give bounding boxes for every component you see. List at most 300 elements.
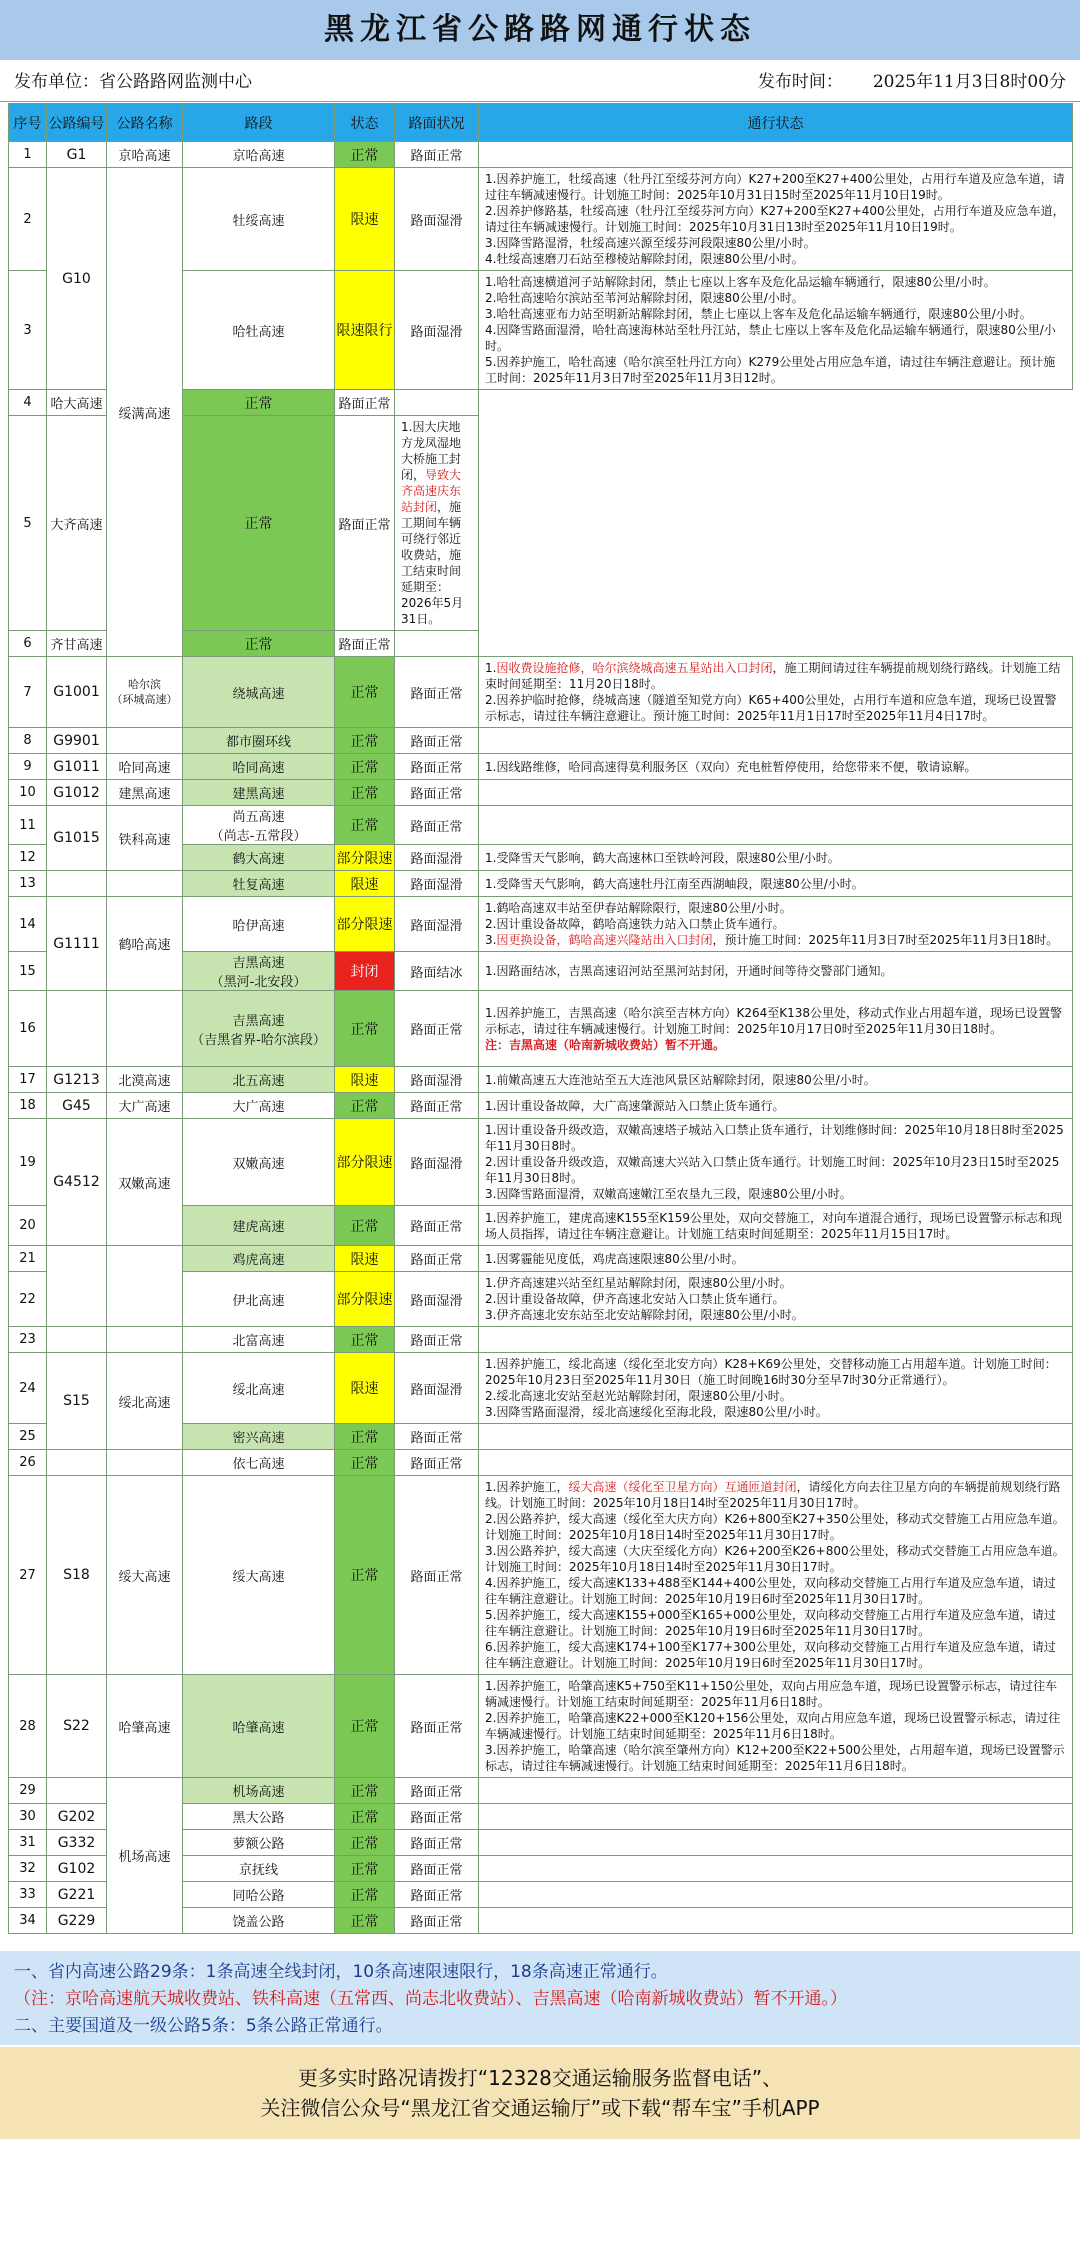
detail-line (485, 1479, 1066, 1511)
road-condition: 路面正常 (395, 806, 479, 845)
road-segment: 大齐高速 (47, 416, 107, 631)
traffic-detail (479, 1327, 1073, 1353)
detail-text: ，施工期间请过往车辆提前规划绕行路线。计划施工结束时间延期至：11月20日18时。 (485, 661, 1061, 691)
row-number: 26 (9, 1450, 47, 1476)
highway-name: 绥满高速 (107, 168, 183, 657)
road-segment: 哈伊高速 (183, 897, 335, 952)
detail-line: 1.因养护施工，建虎高速K155至K159公里处，双向交替施工，对向车道混合通行，现场已设置警示标志和现场人员指挥，请过往车辆注意避让。计划施工结束时间延期至：2025年11月15日17时。 (485, 1210, 1062, 1241)
status-badge: 限速 (335, 1067, 395, 1093)
status-badge: 正常 (335, 754, 395, 780)
detail-text: ，施工期间车辆可绕行邻近收费站，施工结束时间延期至：2026年5月31日。 (401, 500, 464, 626)
highway-name (107, 871, 183, 897)
detail-text: ，预计施工时间：2025年11月3日7时至2025年11月3日18时。 (712, 933, 1059, 947)
road-segment: 机场高速 (183, 1778, 335, 1804)
row-number: 11 (9, 806, 47, 845)
detail-line: 2.因养护修路基，牡绥高速（牡丹江至绥芬河方向）K27+200至K27+400公里处，占用行车道及应急车道，请过往车辆减速慢行。计划施工时间：2025年10月31日13时至2025年11月10日19时。 (485, 204, 1065, 234)
status-badge: 限速 (335, 168, 395, 271)
highway-name (107, 1327, 183, 1353)
road-segment: 哈同高速 (183, 754, 335, 780)
row-number: 6 (9, 631, 47, 657)
detail-line: 1.因养护施工，绥北高速（绥化至北安方向）K28+K69公里处，交替移动施工占用超车道。计划施工时间：2025年10月23日至2025年11月30日（施工时间晚16时30分至早7时30分正常通行）。 (485, 1357, 1057, 1387)
status-badge: 正常 (335, 657, 395, 728)
detail-line (401, 419, 472, 627)
page-title: 黑龙江省公路路网通行状态 (0, 0, 1080, 60)
row-number: 8 (9, 728, 47, 754)
detail-text: ，请绥化方向去往卫星方向的车辆提前规划绕行路线。计划施工时间：2025年10月18日14时至2025年11月30日17时。 (485, 1480, 1061, 1510)
table-row (9, 168, 1073, 271)
highway-code: G202 (47, 1804, 107, 1830)
road-segment: 伊北高速 (183, 1272, 335, 1327)
road-condition: 路面湿滑 (395, 897, 479, 952)
publish-bar (0, 62, 1080, 102)
detail-highlight: 导致大齐高速庆东站封闭 (401, 468, 462, 514)
detail-line: 2.哈牡高速哈尔滨站至苇河站解除封闭，限速80公里/小时。 (485, 291, 804, 305)
row-number: 32 (9, 1856, 47, 1882)
summary-box (0, 1951, 1080, 2045)
table-header (9, 104, 1073, 142)
highway-code (47, 1246, 107, 1327)
traffic-detail (479, 1476, 1073, 1675)
road-condition: 路面正常 (395, 1804, 479, 1830)
row-number: 1 (9, 142, 47, 168)
detail-line: 1.因计重设备升级改造，双嫩高速塔子城站入口禁止货车通行，计划维修时间：2025年10月18日8时至2025年11月30日8时。 (485, 1123, 1064, 1153)
status-badge: 限速 (335, 871, 395, 897)
highway-code: G1001 (47, 657, 107, 728)
road-segment: 都市圈环线 (183, 728, 335, 754)
table-row (9, 780, 1073, 806)
traffic-detail (479, 1246, 1073, 1272)
traffic-detail (479, 952, 1073, 991)
road-condition: 路面正常 (395, 1246, 479, 1272)
detail-highlight: 注：吉黑高速（哈南新城收费站）暂不开通。 (485, 1037, 726, 1052)
row-number: 4 (9, 390, 47, 416)
row-number: 21 (9, 1246, 47, 1272)
highway-code: G229 (47, 1908, 107, 1934)
road-segment: 鸡虎高速 (183, 1246, 335, 1272)
detail-line: 1.因雾霾能见度低，鸡虎高速限速80公里/小时。 (485, 1251, 744, 1266)
status-badge: 正常 (335, 142, 395, 168)
detail-line: 1.伊齐高速建兴站至红星站解除封闭，限速80公里/小时。 (485, 1276, 792, 1290)
status-badge: 正常 (335, 1804, 395, 1830)
traffic-detail (479, 991, 1073, 1067)
highway-name (107, 991, 183, 1067)
highway-code: G1012 (47, 780, 107, 806)
detail-line: 1.因线路维修，哈同高速得莫利服务区（双向）充电桩暂停使用，给您带来不便，敬请谅解。 (485, 759, 977, 774)
highway-name: 哈同高速 (107, 754, 183, 780)
traffic-detail (479, 871, 1073, 897)
status-table (8, 103, 1073, 1934)
traffic-detail (479, 1272, 1073, 1327)
status-badge: 正常 (335, 1424, 395, 1450)
highway-name: 绥北高速 (107, 1353, 183, 1450)
detail-line: 2.因计重设备故障，鹤哈高速铁力站入口禁止货车通行。 (485, 917, 785, 931)
table-row (9, 1675, 1073, 1778)
status-badge: 正常 (335, 1327, 395, 1353)
table-row (9, 142, 1073, 168)
detail-line: 3.哈牡高速亚布力站至明新站解除封闭，禁止七座以上客车及危化品运输车辆通行，限速80公里/小时。 (485, 307, 1032, 321)
detail-line: 4.因养护施工，绥大高速K133+488至K144+400公里处，双向移动交替施工占用行车道及应急车道，请过往车辆注意避让。计划施工时间：2025年10月19日6时至2025年11月30日17时。 (485, 1576, 1056, 1606)
traffic-detail (479, 1093, 1073, 1119)
detail-line (485, 1037, 1066, 1053)
road-condition: 路面正常 (395, 1675, 479, 1778)
traffic-detail (479, 806, 1073, 845)
traffic-detail (395, 390, 479, 416)
road-condition: 路面正常 (395, 1830, 479, 1856)
road-condition: 路面湿滑 (395, 845, 479, 871)
table-body (9, 142, 1073, 1934)
detail-line: 3.因养护施工，哈肇高速（哈尔滨至肇州方向）K12+200至K22+500公里处，占用超车道，现场已设置警示标志，请过往车辆减速慢行。计划施工结束时间延期至：2025年11月6日18时。 (485, 1743, 1065, 1773)
detail-line: 2.因养护施工，哈肇高速K22+000至K120+156公里处，双向占用应急车道，现场已设置警示标志，请过往车辆减速慢行。计划施工结束时间延期至：2025年11月6日18时。 (485, 1711, 1061, 1741)
highway-name: 大广高速 (107, 1093, 183, 1119)
road-segment: 绥北高速 (183, 1353, 335, 1424)
highway-name: 建黑高速 (107, 780, 183, 806)
traffic-detail (479, 1804, 1073, 1830)
road-segment: 北五高速 (183, 1067, 335, 1093)
table-row (9, 1450, 1073, 1476)
detail-line: 1.因养护施工，吉黑高速（哈尔滨至吉林方向）K264至K138公里处，移动式作业占用超车道，现场已设置警示标志，请过往车辆减速慢行。计划施工时间：2025年10月17日0时至2025年11月30日18时。 (485, 1005, 1062, 1036)
detail-text: 1.因养护施工， (485, 1480, 569, 1494)
traffic-detail (479, 657, 1073, 728)
highway-code (47, 1450, 107, 1476)
publish-time-value: 2025年11月3日8时00分 (872, 72, 1066, 92)
traffic-detail (479, 1119, 1073, 1206)
row-number: 3 (9, 271, 47, 390)
road-segment: 齐甘高速 (47, 631, 107, 657)
detail-line: 1.受降雪天气影响，鹤大高速牡丹江南至西湖岫段，限速80公里/小时。 (485, 876, 864, 891)
road-segment: 大广高速 (183, 1093, 335, 1119)
table-row (9, 1067, 1073, 1093)
road-segment: 北富高速 (183, 1327, 335, 1353)
traffic-detail (479, 1067, 1073, 1093)
road-condition: 路面湿滑 (395, 1272, 479, 1327)
table-row (9, 991, 1073, 1067)
road-segment: 建虎高速 (183, 1206, 335, 1246)
row-number: 25 (9, 1424, 47, 1450)
detail-line (485, 660, 1066, 692)
table-row (9, 897, 1073, 952)
road-condition: 路面正常 (335, 416, 395, 631)
highway-code: G221 (47, 1882, 107, 1908)
footer-line-2: 关注微信公众号“黑龙江省交通运输厅”或下载“帮车宝”手机APP (260, 2096, 820, 2120)
highway-code (47, 1327, 107, 1353)
highway-code: G102 (47, 1856, 107, 1882)
row-number: 12 (9, 845, 47, 871)
detail-line: 2.因计重设备升级改造，双嫩高速大兴站入口禁止货车通行。计划施工时间：2025年10月23日15时至2025年11月30日8时。 (485, 1155, 1060, 1185)
status-badge: 限速限行 (335, 271, 395, 390)
row-number: 20 (9, 1206, 47, 1246)
status-badge: 正常 (335, 1476, 395, 1675)
highway-code: G332 (47, 1830, 107, 1856)
row-number: 10 (9, 780, 47, 806)
detail-text: 1. (485, 661, 497, 675)
highway-code: G45 (47, 1093, 107, 1119)
row-number: 18 (9, 1093, 47, 1119)
highway-code: G9901 (47, 728, 107, 754)
highway-code: G4512 (47, 1119, 107, 1246)
road-segment: 哈大高速 (47, 390, 107, 416)
status-badge: 正常 (335, 1882, 395, 1908)
status-badge: 部分限速 (335, 845, 395, 871)
status-badge: 正常 (335, 1675, 395, 1778)
highway-code: G1015 (47, 806, 107, 871)
column-header: 公路编号 (47, 104, 107, 142)
detail-line: 1.因养护施工，哈肇高速K5+750至K11+150公里处，双向占用应急车道，现场已设置警示标志，请过往车辆减速慢行。计划施工结束时间延期至：2025年11月6日18时。 (485, 1679, 1058, 1709)
row-number: 30 (9, 1804, 47, 1830)
traffic-detail (479, 271, 1073, 390)
table-row (9, 1093, 1073, 1119)
table-row (9, 871, 1073, 897)
row-number: 23 (9, 1327, 47, 1353)
detail-line (485, 932, 1066, 948)
column-header: 公路名称 (107, 104, 183, 142)
road-segment: 吉黑高速 （吉黑省界-哈尔滨段） (183, 991, 335, 1067)
highway-code: G1 (47, 142, 107, 168)
road-condition: 路面正常 (395, 1882, 479, 1908)
road-condition: 路面湿滑 (395, 168, 479, 271)
table-row (9, 1327, 1073, 1353)
row-number: 13 (9, 871, 47, 897)
row-number: 2 (9, 168, 47, 271)
road-condition: 路面湿滑 (395, 271, 479, 390)
table-row (9, 1353, 1073, 1424)
road-segment: 哈肇高速 (183, 1675, 335, 1778)
highway-name: 哈尔滨 （环城高速） (107, 657, 183, 728)
row-number: 27 (9, 1476, 47, 1675)
highway-code: G1111 (47, 897, 107, 991)
road-segment: 京哈高速 (183, 142, 335, 168)
table-row (9, 1778, 1073, 1804)
row-number: 15 (9, 952, 47, 991)
traffic-detail (479, 1830, 1073, 1856)
road-condition: 路面结冰 (395, 952, 479, 991)
table-row (9, 1246, 1073, 1272)
detail-text: 3. (485, 933, 497, 947)
row-number: 22 (9, 1272, 47, 1327)
highway-code: S15 (47, 1353, 107, 1450)
table-row (9, 806, 1073, 845)
road-condition: 路面正常 (395, 1424, 479, 1450)
road-segment: 哈牡高速 (183, 271, 335, 390)
publish-time (758, 62, 1066, 102)
highway-code: S22 (47, 1675, 107, 1778)
traffic-detail (395, 631, 479, 657)
traffic-detail (479, 1206, 1073, 1246)
detail-line: 1.因养护施工，牡绥高速（牡丹江至绥芬河方向）K27+200至K27+400公里处，占用行车道及应急车道，请过往车辆减速慢行。计划施工时间：2025年10月31日15时至2025年11月10日19时。 (485, 172, 1065, 202)
detail-line: 1.哈牡高速横道河子站解除封闭，禁止七座以上客车及危化品运输车辆通行，限速80公里/小时。 (485, 275, 996, 289)
road-condition: 路面正常 (395, 1206, 479, 1246)
status-badge: 正常 (335, 1206, 395, 1246)
highway-name (107, 1246, 183, 1327)
detail-line: 2.因养护临时抢修，绕城高速（隧道至知党方向）K65+400公里处，占用行车道和应急车道，现场已设置警示标志，请过往车辆注意避让。预计施工时间：2025年11月1日17时至2025年11月4日17时。 (485, 693, 1057, 723)
traffic-detail (479, 142, 1073, 168)
publish-time-label: 发布时间： (757, 72, 843, 92)
highway-name: 铁科高速 (107, 806, 183, 871)
traffic-detail (479, 1882, 1073, 1908)
status-badge: 部分限速 (335, 1119, 395, 1206)
status-badge: 正常 (183, 631, 335, 657)
row-number: 9 (9, 754, 47, 780)
traffic-detail (479, 168, 1073, 271)
status-badge: 正常 (183, 416, 335, 631)
status-badge: 限速 (335, 1353, 395, 1424)
road-condition: 路面正常 (395, 991, 479, 1067)
traffic-detail (479, 1778, 1073, 1804)
highway-name (107, 728, 183, 754)
column-header: 通行状态 (479, 104, 1073, 142)
status-badge: 正常 (183, 390, 335, 416)
footer-line-1: 更多实时路况请拨打“12328交通运输服务监督电话”、 (297, 2066, 783, 2090)
detail-line: 2.因计重设备故障，伊齐高速北安站入口禁止货车通行。 (485, 1292, 785, 1306)
column-header: 路段 (183, 104, 335, 142)
road-segment: 依七高速 (183, 1450, 335, 1476)
highway-name: 哈肇高速 (107, 1675, 183, 1778)
road-condition: 路面正常 (395, 780, 479, 806)
road-condition: 路面正常 (395, 1450, 479, 1476)
road-condition: 路面正常 (335, 390, 395, 416)
row-number: 14 (9, 897, 47, 952)
road-condition: 路面正常 (395, 1908, 479, 1934)
status-badge: 正常 (335, 780, 395, 806)
status-badge: 正常 (335, 1450, 395, 1476)
row-number: 24 (9, 1353, 47, 1424)
detail-line: 3.因降雪路面湿滑，绥北高速绥化至海北段，限速80公里/小时。 (485, 1405, 828, 1419)
road-condition: 路面湿滑 (395, 1067, 479, 1093)
detail-line: 2.因公路养护，绥大高速（绥化至大庆方向）K26+800至K27+350公里处，移动式交替施工占用应急车道。计划施工时间：2025年10月18日14时至2025年11月30日17时。 (485, 1512, 1065, 1542)
detail-line: 3.伊齐高速北安东站至北安站解除封闭，限速80公里/小时。 (485, 1308, 804, 1322)
highway-name (107, 1450, 183, 1476)
road-condition: 路面湿滑 (395, 1119, 479, 1206)
status-badge: 正常 (335, 1856, 395, 1882)
table-row (9, 754, 1073, 780)
road-condition: 路面正常 (395, 1856, 479, 1882)
road-condition: 路面正常 (395, 754, 479, 780)
highway-code (47, 991, 107, 1067)
detail-line: 4.牡绥高速磨刀石站至穆棱站解除封闭，限速80公里/小时。 (485, 252, 804, 266)
road-segment: 绕城高速 (183, 657, 335, 728)
road-segment: 双嫩高速 (183, 1119, 335, 1206)
row-number: 28 (9, 1675, 47, 1778)
bottom-blank (0, 2139, 1080, 2249)
row-number: 19 (9, 1119, 47, 1206)
highway-name: 绥大高速 (107, 1476, 183, 1675)
status-badge: 正常 (335, 991, 395, 1067)
road-condition: 路面正常 (395, 1778, 479, 1804)
status-badge: 正常 (335, 806, 395, 845)
traffic-detail (479, 1675, 1073, 1778)
detail-line: 6.因养护施工，绥大高速K174+100至K177+300公里处，双向移动交替施工占用行车道及应急车道，请过往车辆注意避让。计划施工时间：2025年10月19日6时至2025年11月30日17时。 (485, 1640, 1056, 1670)
table-row (9, 1119, 1073, 1206)
highway-code: G1213 (47, 1067, 107, 1093)
traffic-detail (479, 897, 1073, 952)
road-segment: 绥大高速 (183, 1476, 335, 1675)
detail-line: 2.绥北高速北安站至赵光站解除封闭，限速80公里/小时。 (485, 1389, 792, 1403)
status-badge: 正常 (335, 1830, 395, 1856)
highway-code: S18 (47, 1476, 107, 1675)
detail-highlight: 因更换设备，鹤哈高速兴隆站出入口封闭 (496, 933, 713, 947)
road-segment: 京抚线 (183, 1856, 335, 1882)
traffic-detail (479, 780, 1073, 806)
road-segment: 牡复高速 (183, 871, 335, 897)
footer-contact (0, 2047, 1080, 2139)
traffic-detail (479, 1450, 1073, 1476)
highway-name: 北漠高速 (107, 1067, 183, 1093)
traffic-detail (479, 1424, 1073, 1450)
status-badge: 正常 (335, 1778, 395, 1804)
highway-code (47, 1778, 107, 1804)
row-number: 7 (9, 657, 47, 728)
road-segment: 萝额公路 (183, 1830, 335, 1856)
detail-highlight: 绥大高速（绥化至卫星方向）互通匝道封闭 (568, 1480, 797, 1494)
row-number: 33 (9, 1882, 47, 1908)
detail-text: 1.因大庆地方龙凤湿地大桥施工封闭， (401, 420, 462, 482)
row-number: 34 (9, 1908, 47, 1934)
road-segment: 密兴高速 (183, 1424, 335, 1450)
detail-line: 3.因降雪路湿滑，牡绥高速兴源至绥芬河段限速80公里/小时。 (485, 236, 816, 250)
highway-name: 鹤哈高速 (107, 897, 183, 991)
detail-line: 3.因公路养护，绥大高速（大庆至绥化方向）K26+200至K26+800公里处，移动式交替施工占用应急车道。计划施工时间：2025年10月18日14时至2025年11月30日17时。 (485, 1544, 1065, 1574)
detail-line: 1.因路面结冰，吉黑高速诏河站至黑河站封闭，开通时间等待交警部门通知。 (485, 964, 893, 978)
road-segment: 鹤大高速 (183, 845, 335, 871)
status-badge: 限速 (335, 1246, 395, 1272)
status-badge: 部分限速 (335, 1272, 395, 1327)
road-condition: 路面正常 (395, 1327, 479, 1353)
summary-note: （注：京哈高速航天城收费站、铁科高速（五常西、尚志北收费站）、吉黑高速（哈南新城收费站）暂不开通。） (14, 1989, 847, 2009)
status-badge: 部分限速 (335, 897, 395, 952)
detail-line: 1.受降雪天气影响，鹤大高速林口至铁岭河段，限速80公里/小时。 (485, 850, 840, 865)
status-badge: 封闭 (335, 952, 395, 991)
road-condition: 路面正常 (395, 728, 479, 754)
detail-line: 1.鹤哈高速双丰站至伊春站解除限行，限速80公里/小时。 (485, 901, 792, 915)
column-header: 状态 (335, 104, 395, 142)
road-segment: 尚五高速 （尚志-五常段） (183, 806, 335, 845)
road-segment: 建黑高速 (183, 780, 335, 806)
detail-line: 1.因计重设备故障，大广高速肇源站入口禁止货车通行。 (485, 1098, 785, 1113)
road-segment: 同哈公路 (183, 1882, 335, 1908)
table-row (9, 657, 1073, 728)
detail-line: 4.因降雪路面湿滑，哈牡高速海林站至牡丹江站，禁止七座以上客车及危化品运输车辆通行，限速80公里/小时。 (485, 323, 1056, 353)
row-number: 17 (9, 1067, 47, 1093)
column-header: 路面状况 (395, 104, 479, 142)
road-condition: 路面湿滑 (395, 871, 479, 897)
highway-code: G10 (47, 168, 107, 390)
traffic-detail (395, 416, 479, 631)
row-number: 29 (9, 1778, 47, 1804)
traffic-detail (479, 1856, 1073, 1882)
road-condition: 路面正常 (395, 657, 479, 728)
status-badge: 正常 (335, 1093, 395, 1119)
road-segment: 饶盖公路 (183, 1908, 335, 1934)
road-condition: 路面湿滑 (395, 1353, 479, 1424)
road-condition: 路面正常 (395, 142, 479, 168)
column-header: 序号 (9, 104, 47, 142)
traffic-detail (479, 845, 1073, 871)
detail-line: 1.前嫩高速五大连池站至五大连池风景区站解除封闭，限速80公里/小时。 (485, 1072, 876, 1087)
road-segment: 黑大公路 (183, 1804, 335, 1830)
summary-line-1: 一、省内高速公路29条：1条高速全线封闭，10条高速限速限行，18条高速正常通行。 (14, 1962, 668, 1982)
highway-name: 双嫩高速 (107, 1119, 183, 1246)
road-segment: 吉黑高速 （黑河-北安段） (183, 952, 335, 991)
traffic-detail (479, 1908, 1073, 1934)
highway-code: G1011 (47, 754, 107, 780)
road-segment: 牡绥高速 (183, 168, 335, 271)
traffic-detail (479, 754, 1073, 780)
traffic-detail (479, 728, 1073, 754)
highway-name: 机场高速 (107, 1778, 183, 1934)
road-condition: 路面正常 (395, 1093, 479, 1119)
table-row (9, 728, 1073, 754)
detail-line: 5.因养护施工，哈牡高速（哈尔滨至牡丹江方向）K279公里处占用应急车道，请过往车辆注意避让。预计施工时间：2025年11月3日7时至2025年11月3日12时。 (485, 355, 1056, 385)
row-number: 31 (9, 1830, 47, 1856)
